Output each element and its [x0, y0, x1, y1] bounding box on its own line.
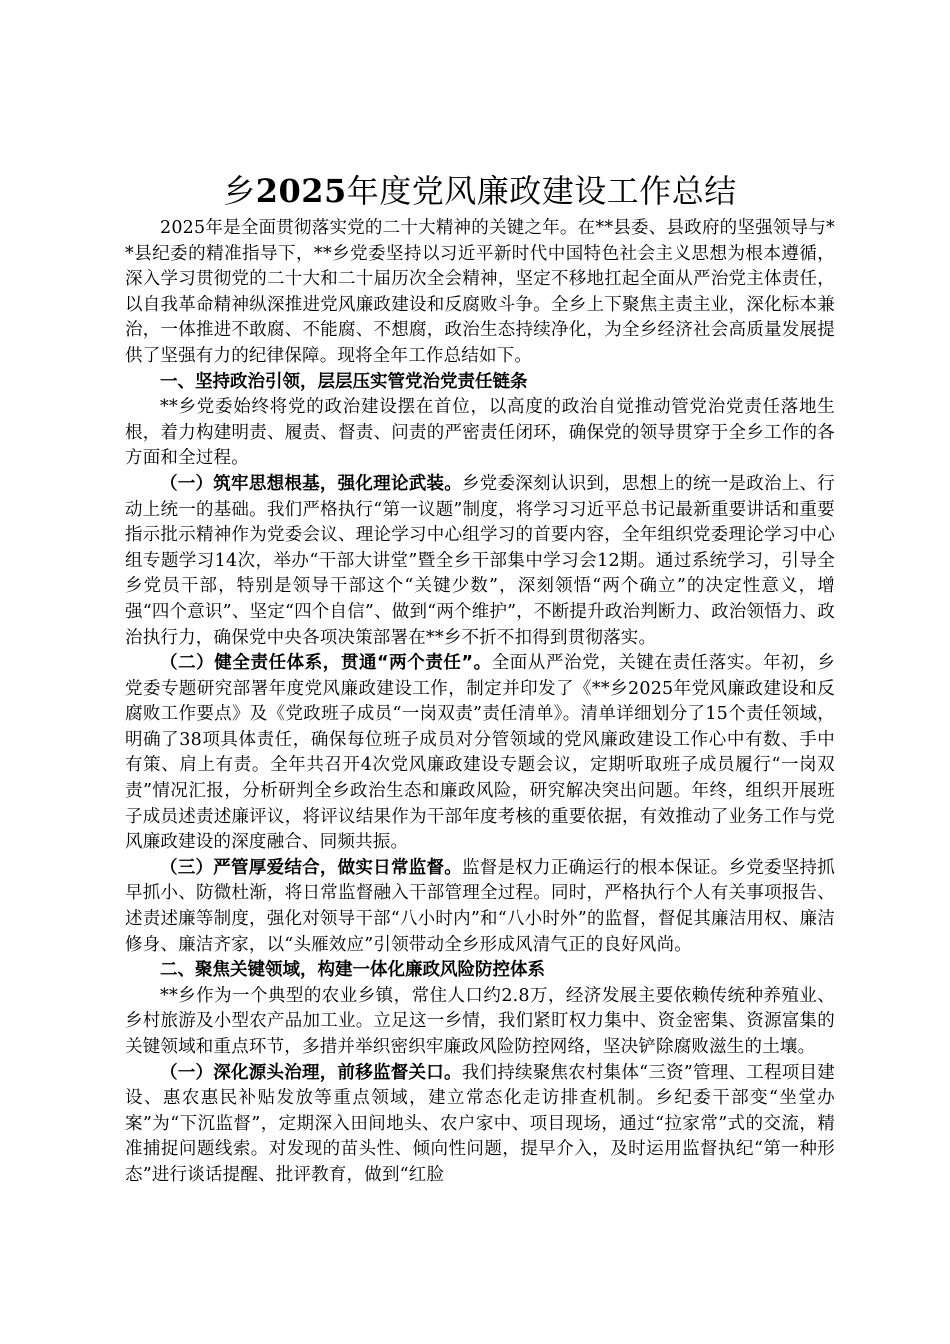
section-2-intro: **乡作为一个典型的农业乡镇，常住人口约2.8万，经济发展主要依赖传统种养殖业、乡村旅游及小型农产品加工业。立足这一乡情，我们紧盯权力集中、资金密集、资源富集的关键领域和重点环节，多措并举织密织牢廉政风险防控网络，坚决铲除腐败滋生的土壤。	[125, 985, 835, 1057]
section-2-item-1-lead: （一）深化源头治理，前移监督关口。	[160, 1062, 462, 1083]
section-2-heading: 二、聚焦关键领域，构建一体化廉政风险防控体系	[160, 960, 545, 981]
page-title	[125, 168, 835, 214]
title-suffix: 年度党风廉政建设工作总结	[346, 172, 737, 210]
section-1-item-2-lead: （二）健全责任体系，贯通“两个责任”。	[160, 653, 492, 674]
section-1-item-1-body: 乡党委深刻认识到，思想上的统一是政治上、行动上统一的基础。我们严格执行“第一议题”制度，将学习习近平总书记最新重要讲话和重要指示批示精神作为党委会议、理论学习中心组学习的首要内容，全年组织党委理论学习中心组专题学习14次，举办“干部大讲堂”暨全乡干部集中学习会12期。通过系统学习，引导全乡党员干部，特别是领导干部这个“关键少数”，深刻领悟“两个确立”的决定性意义，增强“四个意识”、坚定“四个自信”、做到“两个维护”，不断提升政治判断力、政治领悟力、政治执行力，确保党中央各项决策部署在**乡不折不扣得到贯彻落实。	[125, 473, 835, 648]
title-prefix: 乡	[223, 172, 256, 210]
document-page	[125, 168, 835, 1189]
section-1-item-3	[125, 856, 835, 958]
section-1-heading: 一、坚持政治引领，层层压实管党治党责任链条	[160, 371, 528, 392]
section-1-intro: **乡党委始终将党的政治建设摆在首位，以高度的政治自觉推动管党治党责任落地生根，着力构建明责、履责、督责、问责的严密责任闭环，确保党的领导贯穿于全乡工作的各方面和全过程。	[125, 397, 835, 469]
section-2-item-1-body: 我们持续聚焦农村集体“三资”管理、工程项目建设、惠农惠民补贴发放等重点领域，建立常态化走访排查机制。乡纪委干部变“坐堂办案”为“下沉监督”，定期深入田间地头、农户家中、项目现场，通过“拉家常”式的交流，精准捕捉问题线索。对发现的苗头性、倾向性问题，提早介入，及时运用监督执纪“第一种形态”进行谈话提醒、批评教育，做到“红脸	[125, 1062, 835, 1185]
section-1-item-3-body: 监督是权力正确运行的根本保证。乡党委坚持抓早抓小、防微杜渐，将日常监督融入干部管理全过程。同时，严格执行个人有关事项报告、述责述廉等制度，强化对领导干部“八小时内”和“八小时外”的监督，督促其廉洁用权、廉洁修身、廉洁齐家，以“头雁效应”引领带动全乡形成风清气正的良好风尚。	[125, 857, 835, 955]
section-1-item-3-lead: （三）严管厚爱结合，做实日常监督。	[160, 857, 462, 878]
title-year: 2025	[255, 172, 347, 210]
section-1-item-2	[125, 651, 835, 856]
section-1-item-1	[125, 472, 835, 651]
section-2-item-1	[125, 1061, 835, 1189]
section-1-item-2-body: 全面从严治党，关键在责任落实。年初，乡党委专题研究部署年度党风廉政建设工作，制定并印发了《**乡2025年党风廉政建设和反腐败工作要点》及《党政班子成员“一岗双责”责任清单》。清单详细划分了15个责任领域，明确了38项具体责任，确保每位班子成员对分管领域的党风廉政建设工作心中有数、手中有策、肩上有责。全年共召开4次党风廉政建设专题会议，定期听取班子成员履行“一岗双责”情况汇报，分析研判全乡政治生态和廉政风险，研究解决突出问题。年终，组织开展班子成员述责述廉评议，将评议结果作为干部年度考核的重要依据，有效推动了业务工作与党风廉政建设的深度融合、同频共振。	[125, 653, 835, 853]
section-1-item-1-lead: （一）筑牢思想根基，强化理论武装。	[160, 473, 462, 494]
intro-paragraph: 2025年是全面贯彻落实党的二十大精神的关键之年。在**县委、县政府的坚强领导与**县纪委的精准指导下，**乡党委坚持以习近平新时代中国特色社会主义思想为根本遵循，深入学习贯彻党的二十大和二十届历次全会精神，坚定不移地扛起全面从严治党主体责任，以自我革命精神纵深推进党风廉政建设和反腐败斗争。全乡上下聚焦主责主业，深化标本兼治，一体推进不敢腐、不能腐、不想腐，政治生态持续净化，为全乡经济社会高质量发展提供了坚强有力的纪律保障。现将全年工作总结如下。	[125, 218, 835, 366]
